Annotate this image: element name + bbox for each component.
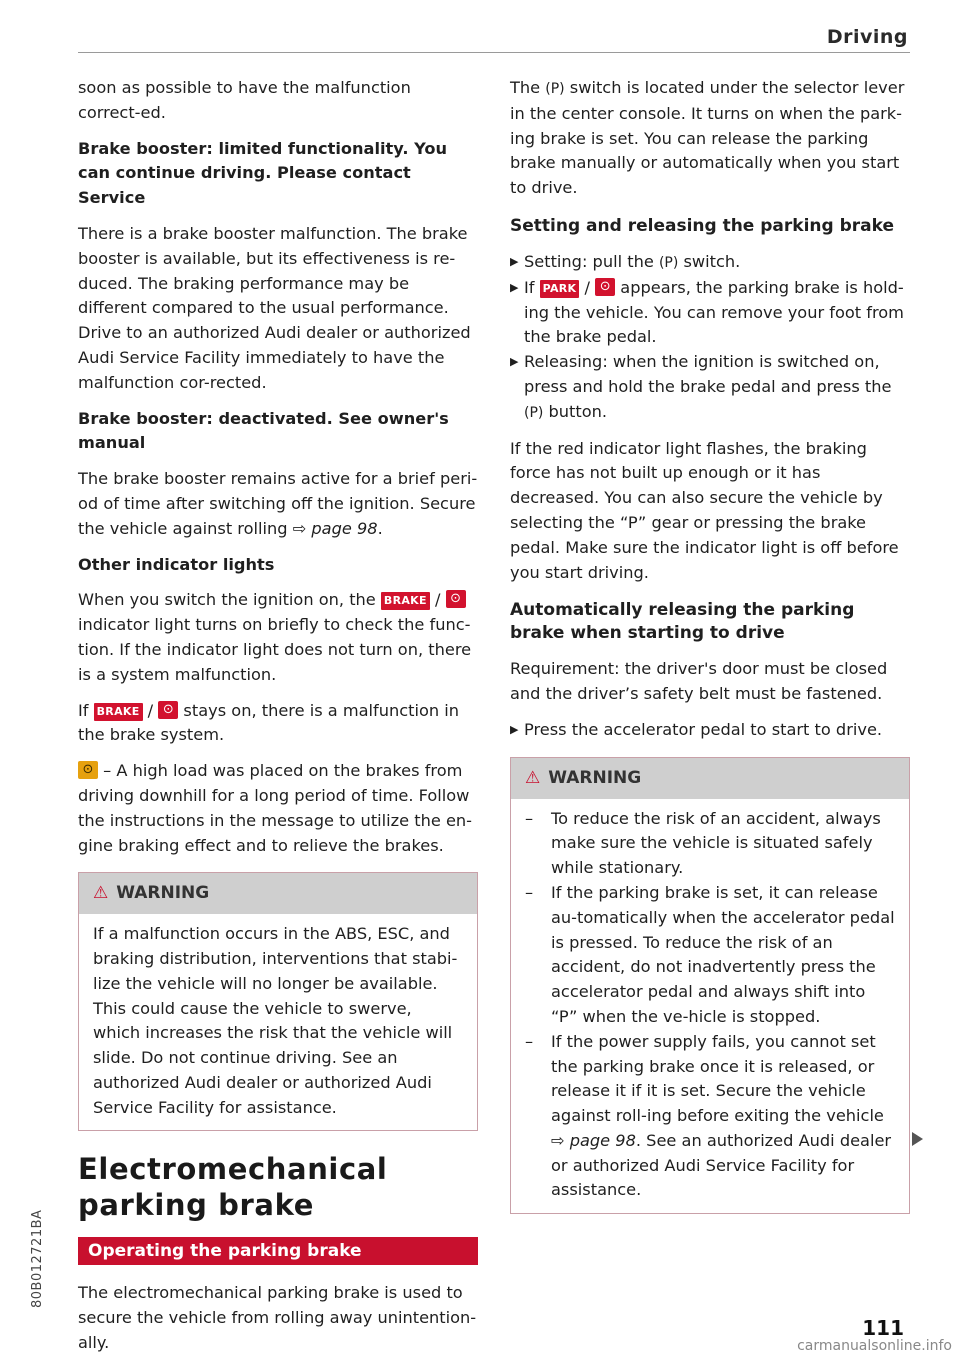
text: Releasing: when the ignition is switched on, press and hold the brake pedal and press the — [524, 352, 892, 396]
text: If — [78, 700, 94, 720]
paragraph — [78, 699, 478, 749]
parking-brake-switch-icon: (P) — [524, 404, 544, 421]
text: stays on, there is a malfunction in the brake system. — [78, 700, 460, 745]
list-item — [510, 718, 910, 743]
left-column — [78, 76, 478, 1367]
warning-item — [525, 1030, 895, 1204]
text: The brake booster remains active for a brief peri-od of time after switching off the ignition. Secure the vehicle against rolling — [78, 469, 478, 538]
text: button. — [543, 401, 608, 421]
warning-box — [510, 757, 910, 1215]
text: switch. — [678, 251, 741, 271]
bullet-arrow-icon: ▶ — [510, 355, 519, 369]
header-rule — [78, 52, 910, 53]
paragraph: There is a brake booster malfunction. The brake booster is available, but its effectiveness is re-duced. The braking performance may be different compared to the usual performance. Drive to an authorized Audi dealer or authorized Audi Service Facility immediately to have the malfunction cor-rected. — [78, 223, 471, 392]
park-indicator-icon: PARK — [540, 280, 580, 298]
page-reference-link[interactable]: ⇨ page 98 — [551, 1130, 636, 1150]
right-column — [510, 76, 910, 1230]
warning-body — [511, 799, 909, 1214]
warning-header — [79, 873, 477, 914]
text: Press the accelerator pedal to start to drive. — [524, 719, 883, 739]
text: / — [429, 590, 446, 610]
document-code: 80B012721BA — [30, 1209, 45, 1308]
page-number: 111 — [862, 1316, 904, 1340]
brake-warning-icon — [158, 701, 178, 719]
text: / — [579, 277, 596, 297]
list-item — [510, 276, 910, 350]
text: To reduce the risk of an accident, always make sure the vehicle is situated safely while stationary. — [551, 808, 881, 878]
warning-list — [525, 807, 895, 1204]
list-item — [510, 250, 910, 276]
text: If the power supply fails, you cannot set the parking brake once it is released, or release it if it is set. Secure the vehicle against roll-ing before exiting the vehicle — [551, 1031, 884, 1126]
paragraph — [510, 76, 910, 201]
warning-header — [511, 758, 909, 799]
text: . See an authorized Audi dealer or authorized Audi Service Facility for assistance. — [551, 1130, 892, 1200]
warning-title: WARNING — [116, 883, 210, 904]
warning-item — [525, 807, 895, 881]
instruction-list — [510, 250, 910, 426]
bullet-arrow-icon: ▶ — [510, 280, 519, 294]
text: switch is located under the selector lever in the center console. It turns on when the park-ing brake is set. You can release the parking brake manually or automatically when you start to drive. — [510, 78, 905, 198]
brake-load-icon — [78, 761, 98, 779]
heading-setting-releasing: Setting and releasing the parking brake — [510, 215, 895, 236]
paragraph: Requirement: the driver's door must be closed and the driver’s safety belt must be fastened. — [510, 659, 888, 704]
text: The — [510, 78, 546, 97]
text: If — [524, 277, 540, 297]
parking-brake-switch-icon: (P) — [545, 81, 565, 97]
text: Setting: pull the — [524, 251, 659, 271]
parking-brake-switch-icon: (P) — [658, 254, 679, 271]
warning-box — [78, 872, 478, 1131]
brake-indicator-icon: BRAKE — [381, 592, 430, 610]
brake-indicator-icon: BRAKE — [94, 703, 143, 721]
dash: – — [525, 808, 534, 828]
parking-brake-indicator-icon — [595, 278, 615, 296]
text: – A high load was placed on the brakes from driving downhill for a long period of time. Follow the instructions in the message to utilize the en-gine braking effect and to relieve the brakes. — [78, 761, 473, 855]
section-title: Driving — [826, 26, 908, 48]
warning-triangle-icon: ⚠ — [525, 767, 541, 788]
paragraph: soon as possible to have the malfunction correct-ed. — [78, 78, 411, 122]
heading-brake-booster-deactivated: Brake booster: deactivated. See owner's manual — [78, 408, 449, 453]
bullet-arrow-icon: ▶ — [510, 722, 519, 736]
warning-item — [525, 881, 895, 1030]
paragraph — [78, 588, 478, 687]
paragraph: The electromechanical parking brake is used to secure the vehicle from rolling away unintention-ally. — [78, 1283, 477, 1353]
warning-triangle-icon: ⚠ — [93, 883, 109, 904]
page-reference-link[interactable]: ⇨ page 98 — [292, 518, 378, 538]
paragraph — [78, 759, 478, 858]
dash: – — [525, 1031, 534, 1051]
warning-body: If a malfunction occurs in the ABS, ESC, and braking distribution, interventions that stabi-lize the vehicle will no longer be available. This could cause the vehicle to swerve, which increases the risk that the vehicle will slide. Do not continue driving. See an authorized Audi dealer or authorized Audi Service Facility for assistance. — [93, 924, 458, 1117]
text: indicator light turns on briefly to check the func-tion. If the indicator light does not turn on, there is a system malfunction. — [78, 615, 472, 684]
text: When you switch the ignition on, the — [78, 590, 381, 610]
continue-arrow-icon — [912, 1132, 923, 1146]
warning-title: WARNING — [548, 767, 642, 788]
text: If the parking brake is set, it can release au-tomatically when the accelerator pedal is pressed. To reduce the risk of an accident, do not inadvertently press the accelerator pedal and always shift into “P” when the ve-hicle is stopped. — [551, 882, 895, 1026]
dash: – — [525, 882, 534, 902]
heading-other-indicator-lights: Other indicator lights — [78, 554, 275, 574]
heading-brake-booster-limited: Brake booster: limited functionality. You can continue driving. Please contact Service — [78, 138, 448, 208]
brake-warning-icon — [446, 590, 466, 608]
topic-heading-bar: Operating the parking brake — [78, 1237, 478, 1265]
watermark: carmanualsonline.info — [797, 1338, 952, 1354]
list-item — [510, 350, 910, 425]
paragraph: If the red indicator light flashes, the braking force has not built up enough or it has decreased. You can also secure the vehicle by selecting the “P” gear or pressing the brake pedal. Make sure the indicator light is off before you start driving. — [510, 438, 899, 582]
chapter-heading: Electromechanical parking brake — [78, 1152, 388, 1223]
bullet-arrow-icon: ▶ — [510, 254, 519, 268]
text: / — [142, 700, 159, 720]
instruction-list — [510, 718, 910, 743]
paragraph — [78, 467, 478, 541]
text: . — [377, 518, 383, 538]
heading-automatic-release: Automatically releasing the parking brake when starting to drive — [510, 600, 855, 644]
text: appears, the parking brake is hold-ing the vehicle. You can remove your foot from the brake pedal. — [524, 277, 904, 347]
